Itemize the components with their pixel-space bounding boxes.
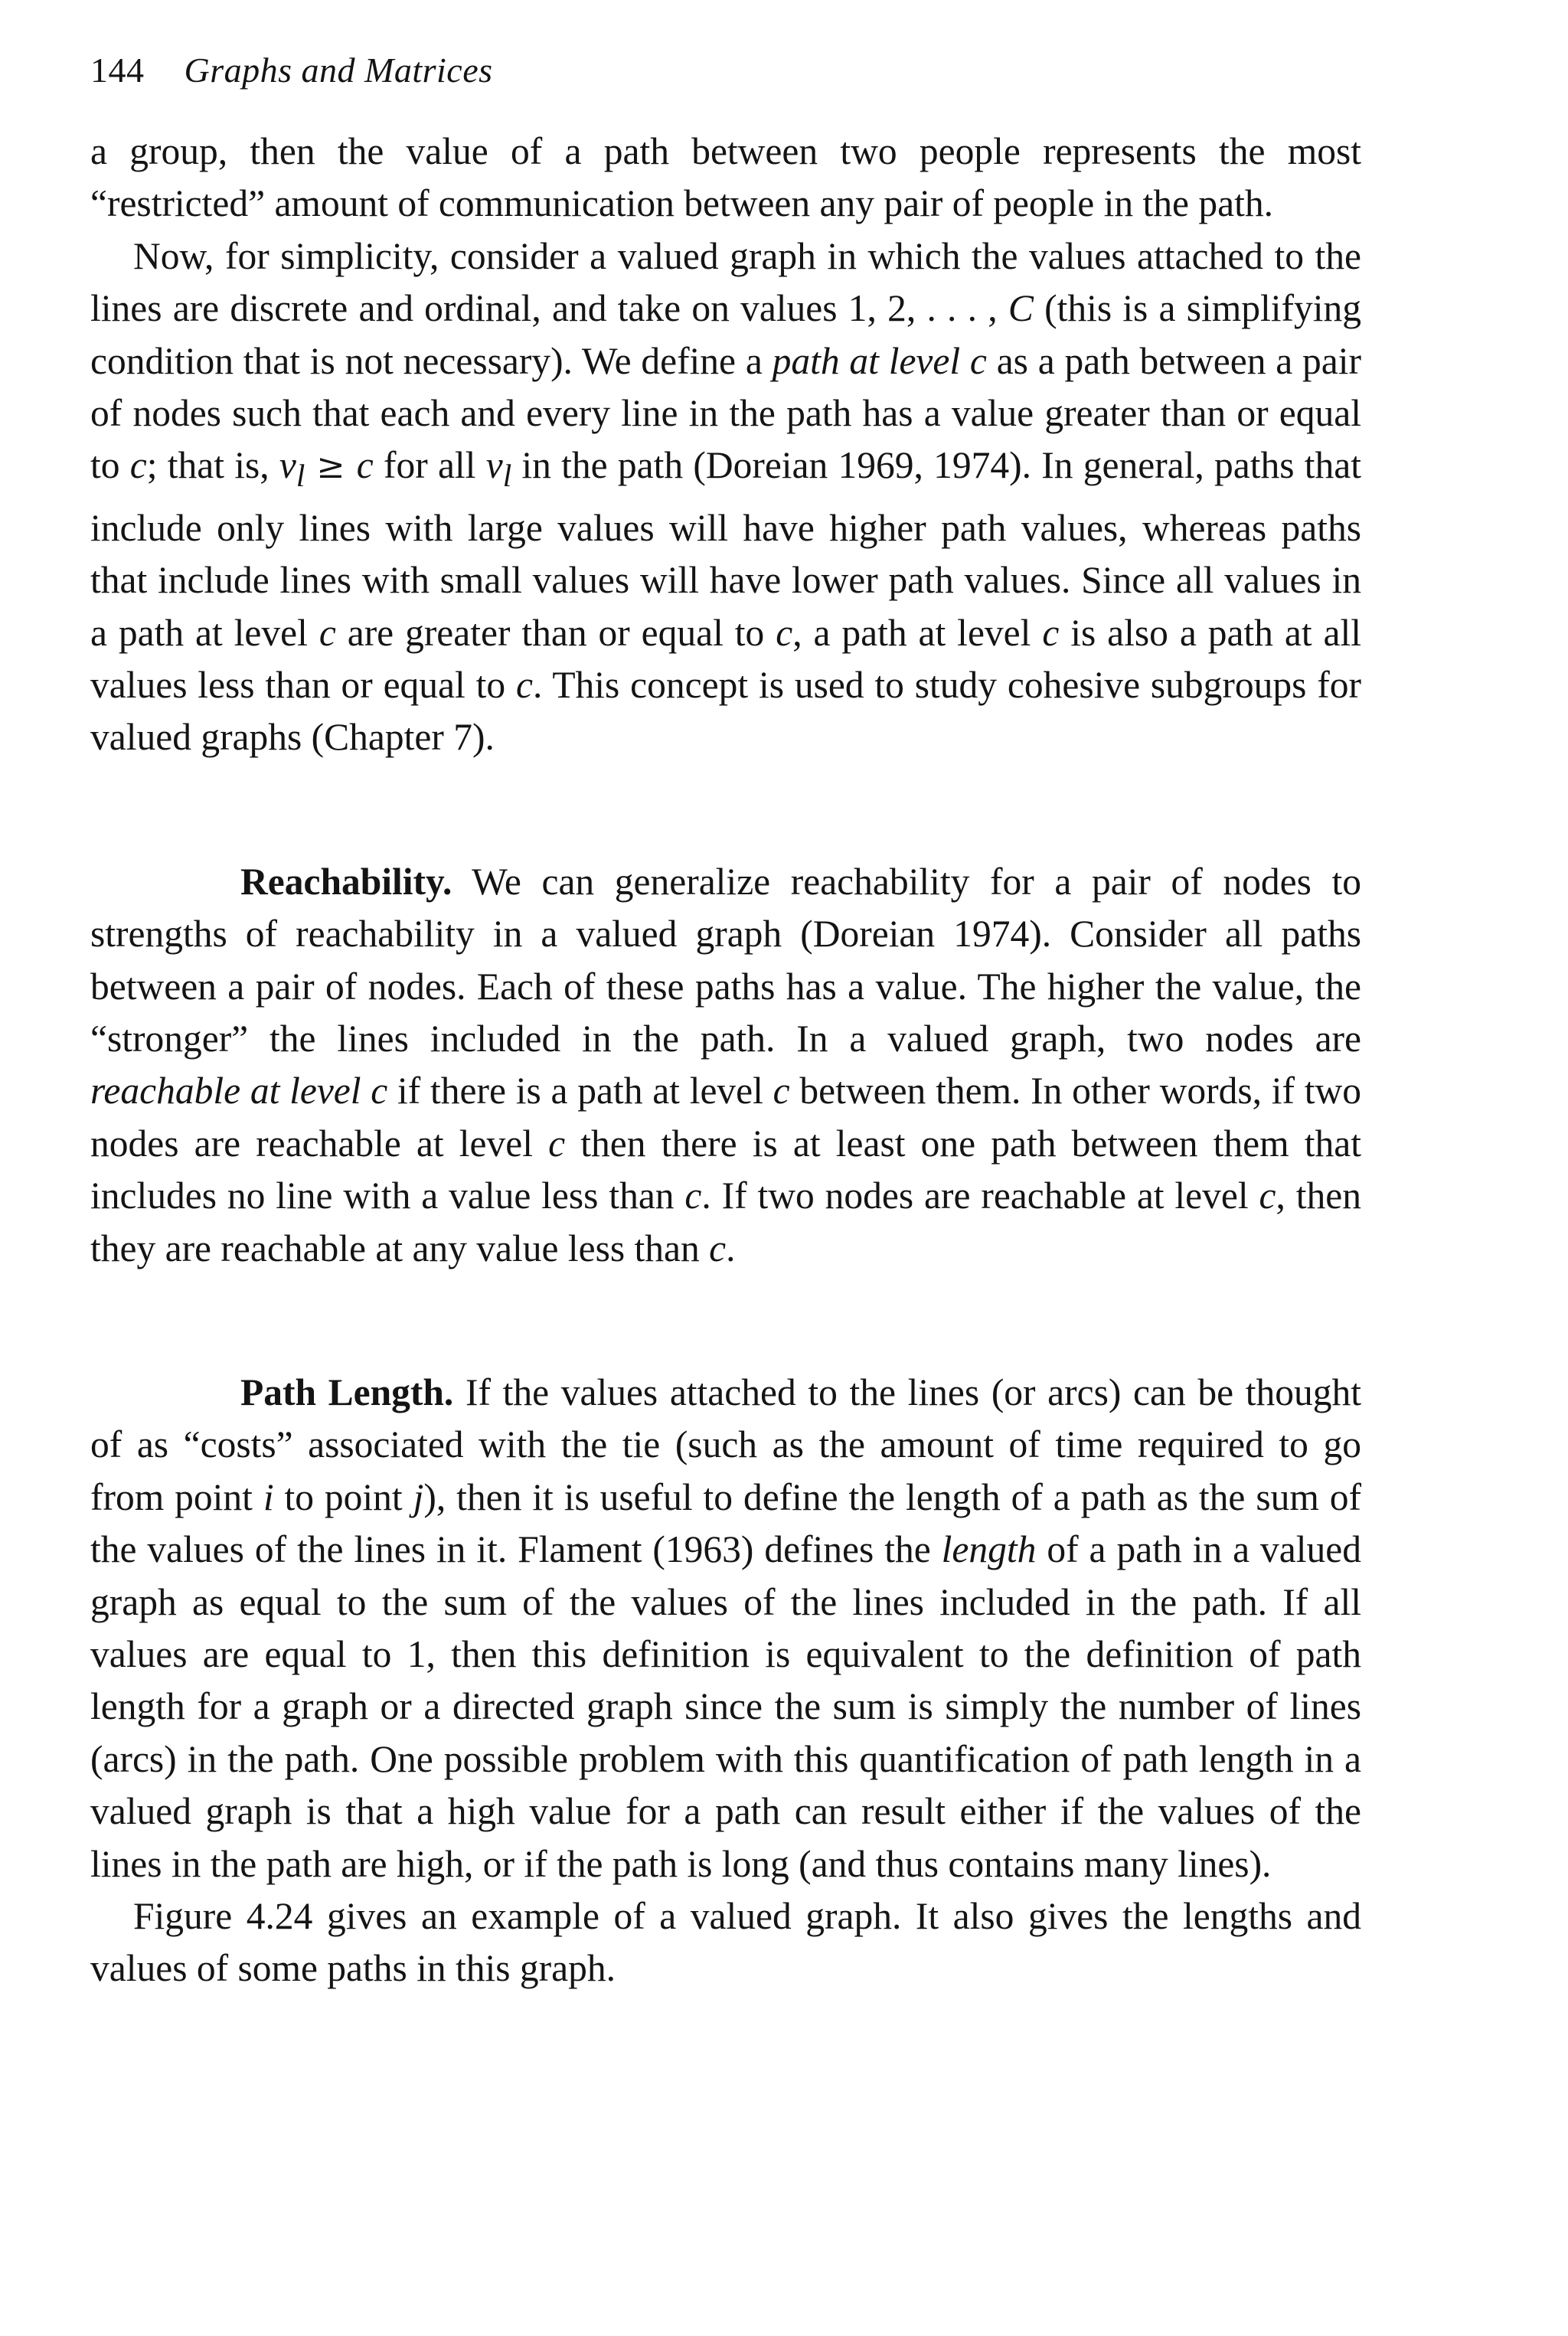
text-run: are greater than or equal to <box>335 611 776 654</box>
text-run: then there is at least one path between them that includes no line with a value less than <box>90 1122 1362 1217</box>
text-run: . This concept is used to study cohesive subgroups for valued graphs (Chapter 7). <box>90 663 1361 759</box>
defined-term: reachable at level <box>90 1070 361 1112</box>
math-variable: c <box>1042 611 1060 654</box>
text-run: (this is a simplifying condition that is not necessary). We define a <box>90 287 1361 382</box>
math-variable: c <box>776 611 793 654</box>
text-run: for all <box>373 444 486 487</box>
defined-term: length <box>941 1528 1037 1571</box>
math-variable: c <box>516 663 533 706</box>
paragraph-continuation: a group, then the value of a path between two people represents the most “restricted” amount of communication between any pair of people in the path. <box>90 130 1361 225</box>
section-heading-reachability: Reachability. <box>240 860 452 903</box>
math-variable: j <box>413 1475 424 1518</box>
text-run: ), then it is useful to define the length of a path as the sum of the values of the lines in it. Flament (1963) defines the <box>90 1475 1361 1571</box>
page-number: 144 <box>90 51 145 90</box>
paragraph-path-at-level <box>90 230 1361 764</box>
math-subscript: l <box>502 458 512 494</box>
text-run: We can generalize reachability for a pair of nodes to strengths of reachability in a valued graph (Doreian 1974). Consider all paths between a pair of nodes. Each of these paths has a value. The higher the value, the “stronger” the lines included in the path. In a valued graph, two nodes are <box>90 860 1361 1060</box>
running-head <box>90 40 1361 101</box>
text-run: if there is a path at level <box>387 1070 773 1112</box>
body-text <box>90 126 1361 1995</box>
math-variable: c <box>684 1175 702 1217</box>
math-subscript: l <box>296 458 305 494</box>
text-run: ; that is, <box>146 444 279 487</box>
text-run: in the path (Doreian 1969, 1974). In general, paths that include only lines with large values will have higher path values, whereas paths that include lines with small values will have lower path values. Since all values in a path at level <box>90 444 1361 654</box>
math-variable: c <box>709 1227 727 1269</box>
math-variable: i <box>263 1475 274 1518</box>
math-variable: c <box>129 444 147 487</box>
text-run: as a path between a pair of nodes such that each and every line in the path has a value greater than or equal to <box>90 339 1361 487</box>
text-run: to point <box>273 1475 413 1518</box>
math-operator: ≥ <box>305 446 357 487</box>
math-variable: c <box>1259 1175 1276 1217</box>
math-variable: C <box>1008 287 1034 330</box>
text-run: , then they are reachable at any value less than <box>90 1175 1361 1269</box>
math-variable: c <box>548 1122 566 1165</box>
math-variable: v <box>485 444 503 487</box>
math-variable: c <box>371 1070 388 1112</box>
paragraph-figure-reference: Figure 4.24 gives an example of a valued graph. It also gives the lengths and values of some paths in this graph. <box>90 1895 1361 1990</box>
paragraph-reachability <box>90 856 1361 1275</box>
book-page <box>90 40 1361 1995</box>
math-variable: c <box>318 611 336 654</box>
defined-term: path at level c <box>772 339 987 382</box>
text-run: Now, for simplicity, consider a valued graph in which the values attached to the lines are discrete and ordinal, and take on values 1, 2, . . . , <box>90 234 1361 330</box>
text-run: . <box>726 1227 736 1269</box>
text-run: between them. In other words, if two nodes are reachable at level <box>90 1070 1362 1165</box>
math-variable: c <box>773 1070 790 1112</box>
math-variable: c <box>356 444 374 487</box>
running-title: Graphs and Matrices <box>184 51 493 90</box>
text-run: If the values attached to the lines (or arcs) can be thought of as “costs” associated with the tie (such as the amount of time required to go from point <box>90 1371 1361 1518</box>
paragraph-path-length <box>90 1367 1361 1890</box>
math-variable: v <box>279 444 296 487</box>
text-run: , a path at level <box>792 611 1043 654</box>
section-heading-path-length: Path Length. <box>240 1371 454 1414</box>
text-run: . If two nodes are reachable at level <box>701 1175 1259 1217</box>
text-run: of a path in a valued graph as equal to the sum of the values of the lines included in the path. If all values are equal to 1, then this definition is equivalent to the definition of path length for a graph or a directed graph since the sum is simply the number of lines (arcs) in the path. One possible problem with this quantification of path length in a valued graph is that a high value for a path can result either if the values of the lines in the path are high, or if the path is long (and thus contains many lines). <box>90 1528 1361 1885</box>
text-run: is also a path at all values less than or equal to <box>90 611 1361 706</box>
